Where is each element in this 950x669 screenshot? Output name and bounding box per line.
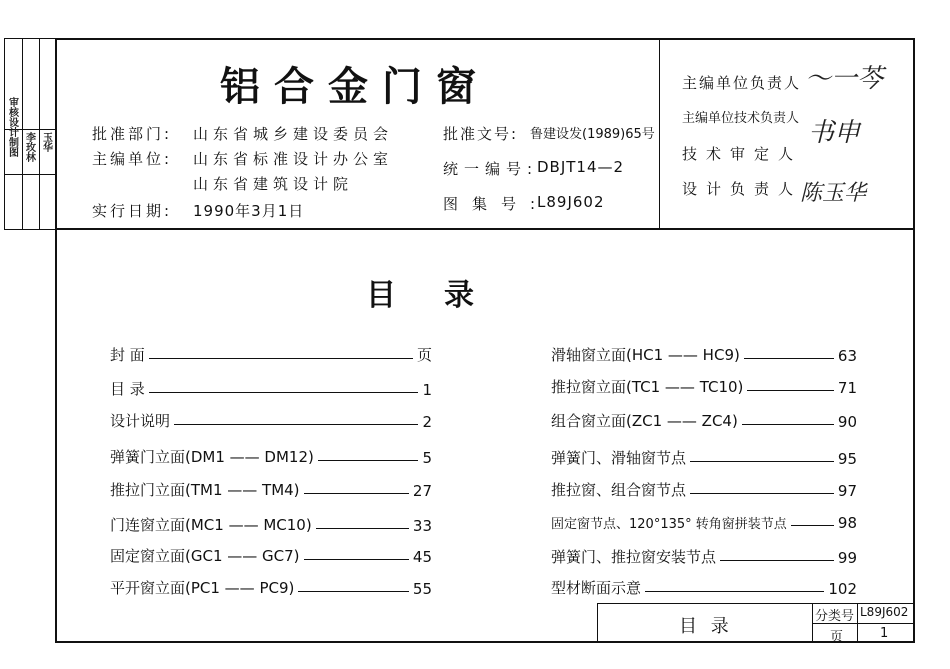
toc-item-label: 型材断面示意 bbox=[551, 579, 642, 597]
sign-role-chief-unit: 主编单位负责人 bbox=[682, 74, 802, 92]
leader-line bbox=[298, 591, 409, 592]
toc-item-label: 平开窗立面(PC1 —— PC9) bbox=[110, 579, 295, 597]
leader-line bbox=[744, 358, 834, 359]
toc-item-label: 设计说明 bbox=[110, 412, 171, 430]
unified-no-label: 统一编号: bbox=[443, 160, 539, 178]
toc-item[interactable] bbox=[551, 345, 857, 365]
leader-line bbox=[318, 460, 419, 461]
toc-item[interactable] bbox=[110, 345, 432, 365]
strip-divider bbox=[5, 174, 55, 175]
leader-line bbox=[690, 493, 834, 494]
toc-item-page: 5 bbox=[422, 449, 432, 467]
sign-role-reviewer: 技术审定人 bbox=[682, 145, 803, 163]
toc-item-label: 弹簧门立面(DM1 —— DM12) bbox=[110, 448, 314, 466]
toc-item-page: 95 bbox=[837, 450, 857, 468]
toc-item-page: 97 bbox=[837, 482, 857, 500]
leader-line bbox=[316, 528, 409, 529]
approval-doc-label: 批准文号: bbox=[443, 125, 519, 143]
strip-signature: 李玫林 bbox=[26, 133, 36, 164]
strip-role-column: 审核设计制图 bbox=[9, 98, 19, 159]
effective-date-value: 1990年3月1日 bbox=[193, 202, 305, 220]
toc-item-label: 滑轴窗立面(HC1 —— HC9) bbox=[551, 346, 740, 364]
editor-value: 山东省标准设计办公室 bbox=[193, 150, 394, 168]
toc-item[interactable] bbox=[110, 480, 432, 500]
editor-value: 山东省建筑设计院 bbox=[193, 175, 354, 193]
toc-item[interactable] bbox=[110, 411, 432, 431]
leader-line bbox=[304, 493, 409, 494]
sign-role-technical: 主编单位技术负责人 bbox=[682, 111, 800, 126]
editor-label: 主编单位: bbox=[92, 150, 173, 168]
toc-item[interactable] bbox=[551, 480, 857, 500]
toc-item-page: 33 bbox=[412, 517, 432, 535]
title-block-divider bbox=[857, 603, 858, 643]
strip-divider bbox=[22, 39, 23, 229]
toc-item-label: 门连窗立面(MC1 —— MC10) bbox=[110, 516, 312, 534]
strip-divider bbox=[39, 39, 40, 229]
toc-item-page: 98 bbox=[837, 514, 857, 532]
toc-item[interactable] bbox=[110, 515, 432, 535]
atlas-no-value: L89J602 bbox=[537, 193, 605, 211]
toc-item-label: 弹簧门、滑轴窗节点 bbox=[551, 449, 687, 467]
toc-item-label: 推拉门立面(TM1 —— TM4) bbox=[110, 481, 300, 499]
leader-line bbox=[747, 390, 834, 391]
approval-dept-value: 山东省城乡建设委员会 bbox=[193, 125, 394, 143]
toc-item[interactable] bbox=[110, 447, 432, 467]
approval-dept-label: 批准部门: bbox=[92, 125, 173, 143]
title-block-class-label: 分类号 bbox=[815, 609, 855, 624]
signature-2: 书申 bbox=[808, 118, 861, 148]
toc-item-label: 固定窗节点、120°135° 转角窗拼装节点 bbox=[551, 517, 787, 532]
toc-item-page: 27 bbox=[412, 482, 432, 500]
toc-item-page: 1 bbox=[422, 381, 432, 399]
toc-item-page: 63 bbox=[837, 347, 857, 365]
toc-item-label: 目 录 bbox=[110, 380, 145, 398]
toc-item[interactable] bbox=[110, 578, 432, 598]
toc-item[interactable] bbox=[551, 448, 857, 468]
leader-line bbox=[304, 559, 409, 560]
toc-item-label: 固定窗立面(GC1 —— GC7) bbox=[110, 547, 300, 565]
toc-item-page: 90 bbox=[837, 413, 857, 431]
toc-item[interactable] bbox=[551, 547, 857, 567]
title-block-page-label: 页 bbox=[830, 630, 844, 645]
strip-signature: 玉华 bbox=[43, 133, 53, 154]
header-vertical-divider bbox=[659, 38, 660, 228]
title-block-class-value: L89J602 bbox=[860, 605, 909, 619]
leader-line bbox=[720, 560, 834, 561]
leader-line bbox=[791, 525, 834, 526]
effective-date-label: 实行日期: bbox=[92, 202, 173, 220]
signature-4: 陈玉华 bbox=[800, 181, 867, 206]
toc-item-label: 封 面 bbox=[110, 346, 145, 364]
leader-line bbox=[690, 461, 834, 462]
toc-item-label: 组合窗立面(ZC1 —— ZC4) bbox=[551, 412, 738, 430]
leader-line bbox=[742, 424, 834, 425]
toc-item-page: 2 bbox=[422, 413, 432, 431]
toc-item-page: 99 bbox=[837, 549, 857, 567]
toc-item-label: 推拉窗、组合窗节点 bbox=[551, 481, 687, 499]
title-block-name: 目 录 bbox=[679, 616, 733, 637]
page-title: 铝合金门窗 bbox=[220, 63, 490, 110]
sign-role-designer: 设计负责人 bbox=[682, 180, 803, 198]
approval-doc-value: 鲁建设发(1989)65号 bbox=[530, 127, 655, 142]
toc-item-page: 55 bbox=[412, 580, 432, 598]
toc-item[interactable] bbox=[551, 411, 857, 431]
leader-line bbox=[174, 424, 418, 425]
atlas-no-label: 图集号: bbox=[443, 195, 550, 213]
unified-no-value: DBJT14—2 bbox=[537, 158, 625, 176]
toc-item-label: 弹簧门、推拉窗安装节点 bbox=[551, 548, 717, 566]
toc-title: 目录 bbox=[366, 278, 522, 313]
toc-item[interactable] bbox=[110, 546, 432, 566]
toc-item-page: 71 bbox=[837, 379, 857, 397]
title-block-page-value: 1 bbox=[880, 626, 889, 641]
header-divider bbox=[55, 228, 915, 230]
toc-item[interactable] bbox=[551, 578, 857, 598]
signature-1: 〜一芩 bbox=[805, 64, 884, 94]
leader-line bbox=[149, 358, 413, 359]
toc-item[interactable] bbox=[551, 377, 857, 397]
left-signature-strip bbox=[4, 38, 55, 230]
leader-line bbox=[645, 591, 824, 592]
toc-item[interactable] bbox=[110, 379, 432, 399]
toc-item-page: 45 bbox=[412, 548, 432, 566]
toc-item[interactable] bbox=[551, 512, 857, 532]
toc-item-page: 102 bbox=[828, 580, 857, 598]
leader-line bbox=[149, 392, 419, 393]
toc-item-label: 推拉窗立面(TC1 —— TC10) bbox=[551, 378, 744, 396]
toc-item-page: 页 bbox=[416, 346, 432, 364]
